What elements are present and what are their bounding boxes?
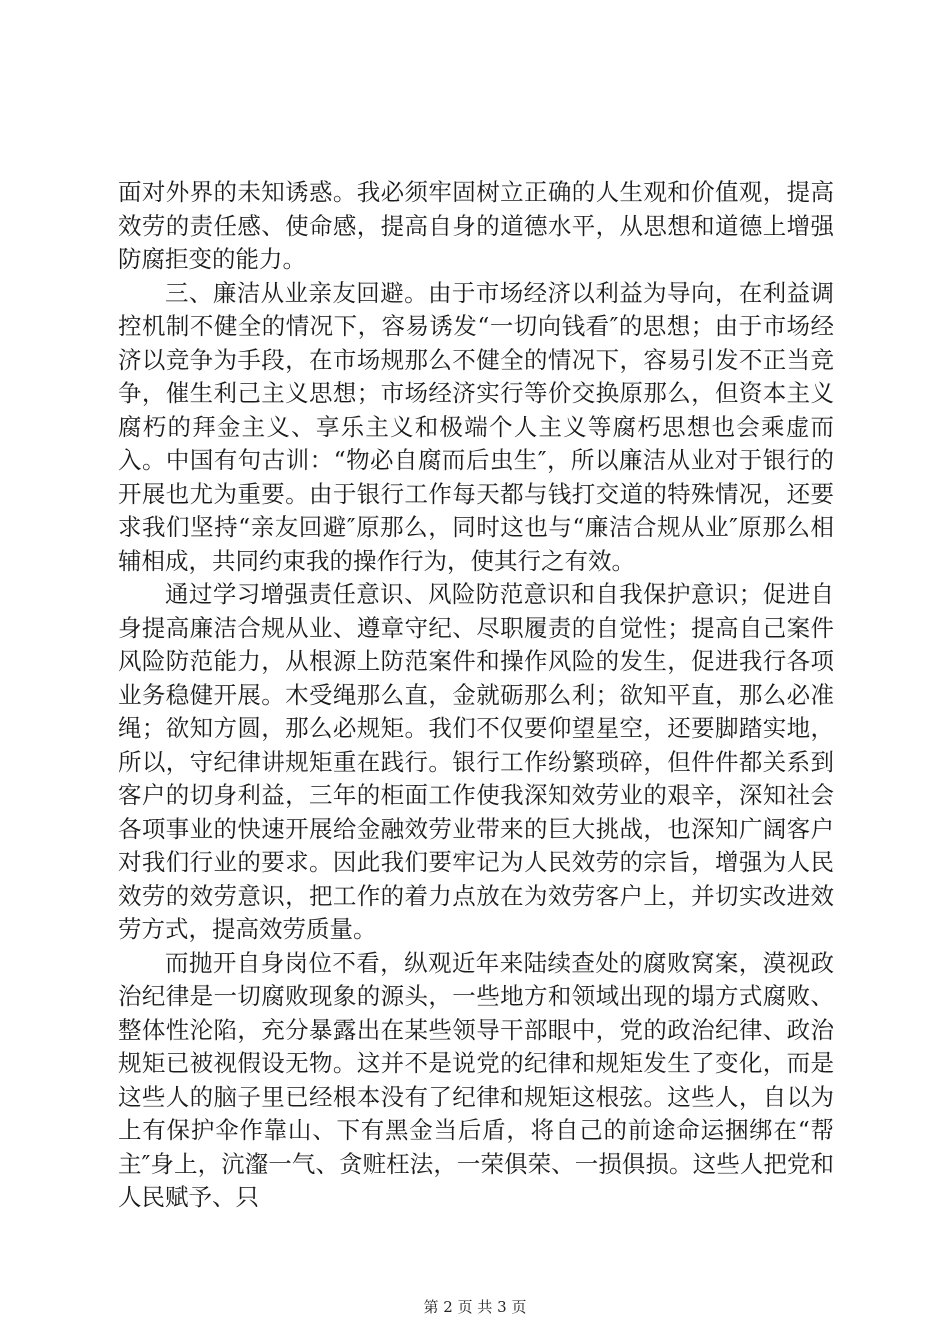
- paragraph-learning: 通过学习增强责任意识、风险防范意识和自我保护意识；促进自身提高廉洁合规从业、遵章守纪、尽职履责的自觉性；提高自己案件风险防范能力，从根源上防范案件和操作风险的发生，促进我行各项业务稳健开展。木受绳那么直，金就砺那么利；欲知平直，那么必准绳；欲知方圆，那么必规矩。我们不仅要仰望星空，还要脚踏实地，所以，守纪律讲规矩重在践行。银行工作纷繁琐碎，但件件都关系到客户的切身利益，三年的柜面工作使我深知效劳业的艰辛，深知社会各项事业的快速开展给金融效劳业带来的巨大挑战，也深知广阔客户对我们行业的要求。因此我们要牢记为人民效劳的宗旨，增强为人民效劳的效劳意识，把工作的着力点放在为效劳客户上，并切实改进效劳方式，提高效劳质量。: [118, 580, 834, 943]
- document-body: [118, 176, 834, 1215]
- paragraph-section-three: 三、廉洁从业亲友回避。由于市场经济以利益为导向，在利益调控机制不健全的情况下，容易诱发“一切向钱看″的思想；由于市场经济以竞争为手段，在市场规那么不健全的情况下，容易引发不正当竞争，催生利己主义思想；市场经济实行等价交换原那么，但资本主义腐朽的拜金主义、享乐主义和极端个人主义等腐朽思想也会乘虚而入。中国有句古训：“物必自腐而后虫生″，所以廉洁从业对于银行的开展也尤为重要。由于银行工作每天都与钱打交道的特殊情况，还要求我们坚持“亲友回避″原那么，同时这也与“廉洁合规从业″原那么相辅相成，共同约束我的操作行为，使其行之有效。: [118, 278, 834, 575]
- paragraph-continuation: 面对外界的未知诱惑。我必须牢固树立正确的人生观和价值观，提高效劳的责任感、使命感，提高自身的道德水平，从思想和道德上增强防腐拒变的能力。: [118, 178, 834, 273]
- paragraph-corruption: 而抛开自身岗位不看，纵观近年来陆续查处的腐败窝案，漠视政治纪律是一切腐败现象的源头，一些地方和领域出现的塌方式腐败、整体性沦陷，充分暴露出在某些领导干部眼中，党的政治纪律、政治规矩已被视假设无物。这并不是说党的纪律和规矩发生了变化，而是这些人的脑子里已经根本没有了纪律和规矩这根弦。这些人，自以为上有保护伞作靠山、下有黑金当后盾，将自己的前途命运捆绑在“帮主″身上，沆瀣一气、贪赃枉法，一荣俱荣、一损俱损。这些人把党和人民赋予、只: [118, 948, 834, 1211]
- page-footer: 第 2 页 共 3 页: [423, 1298, 527, 1316]
